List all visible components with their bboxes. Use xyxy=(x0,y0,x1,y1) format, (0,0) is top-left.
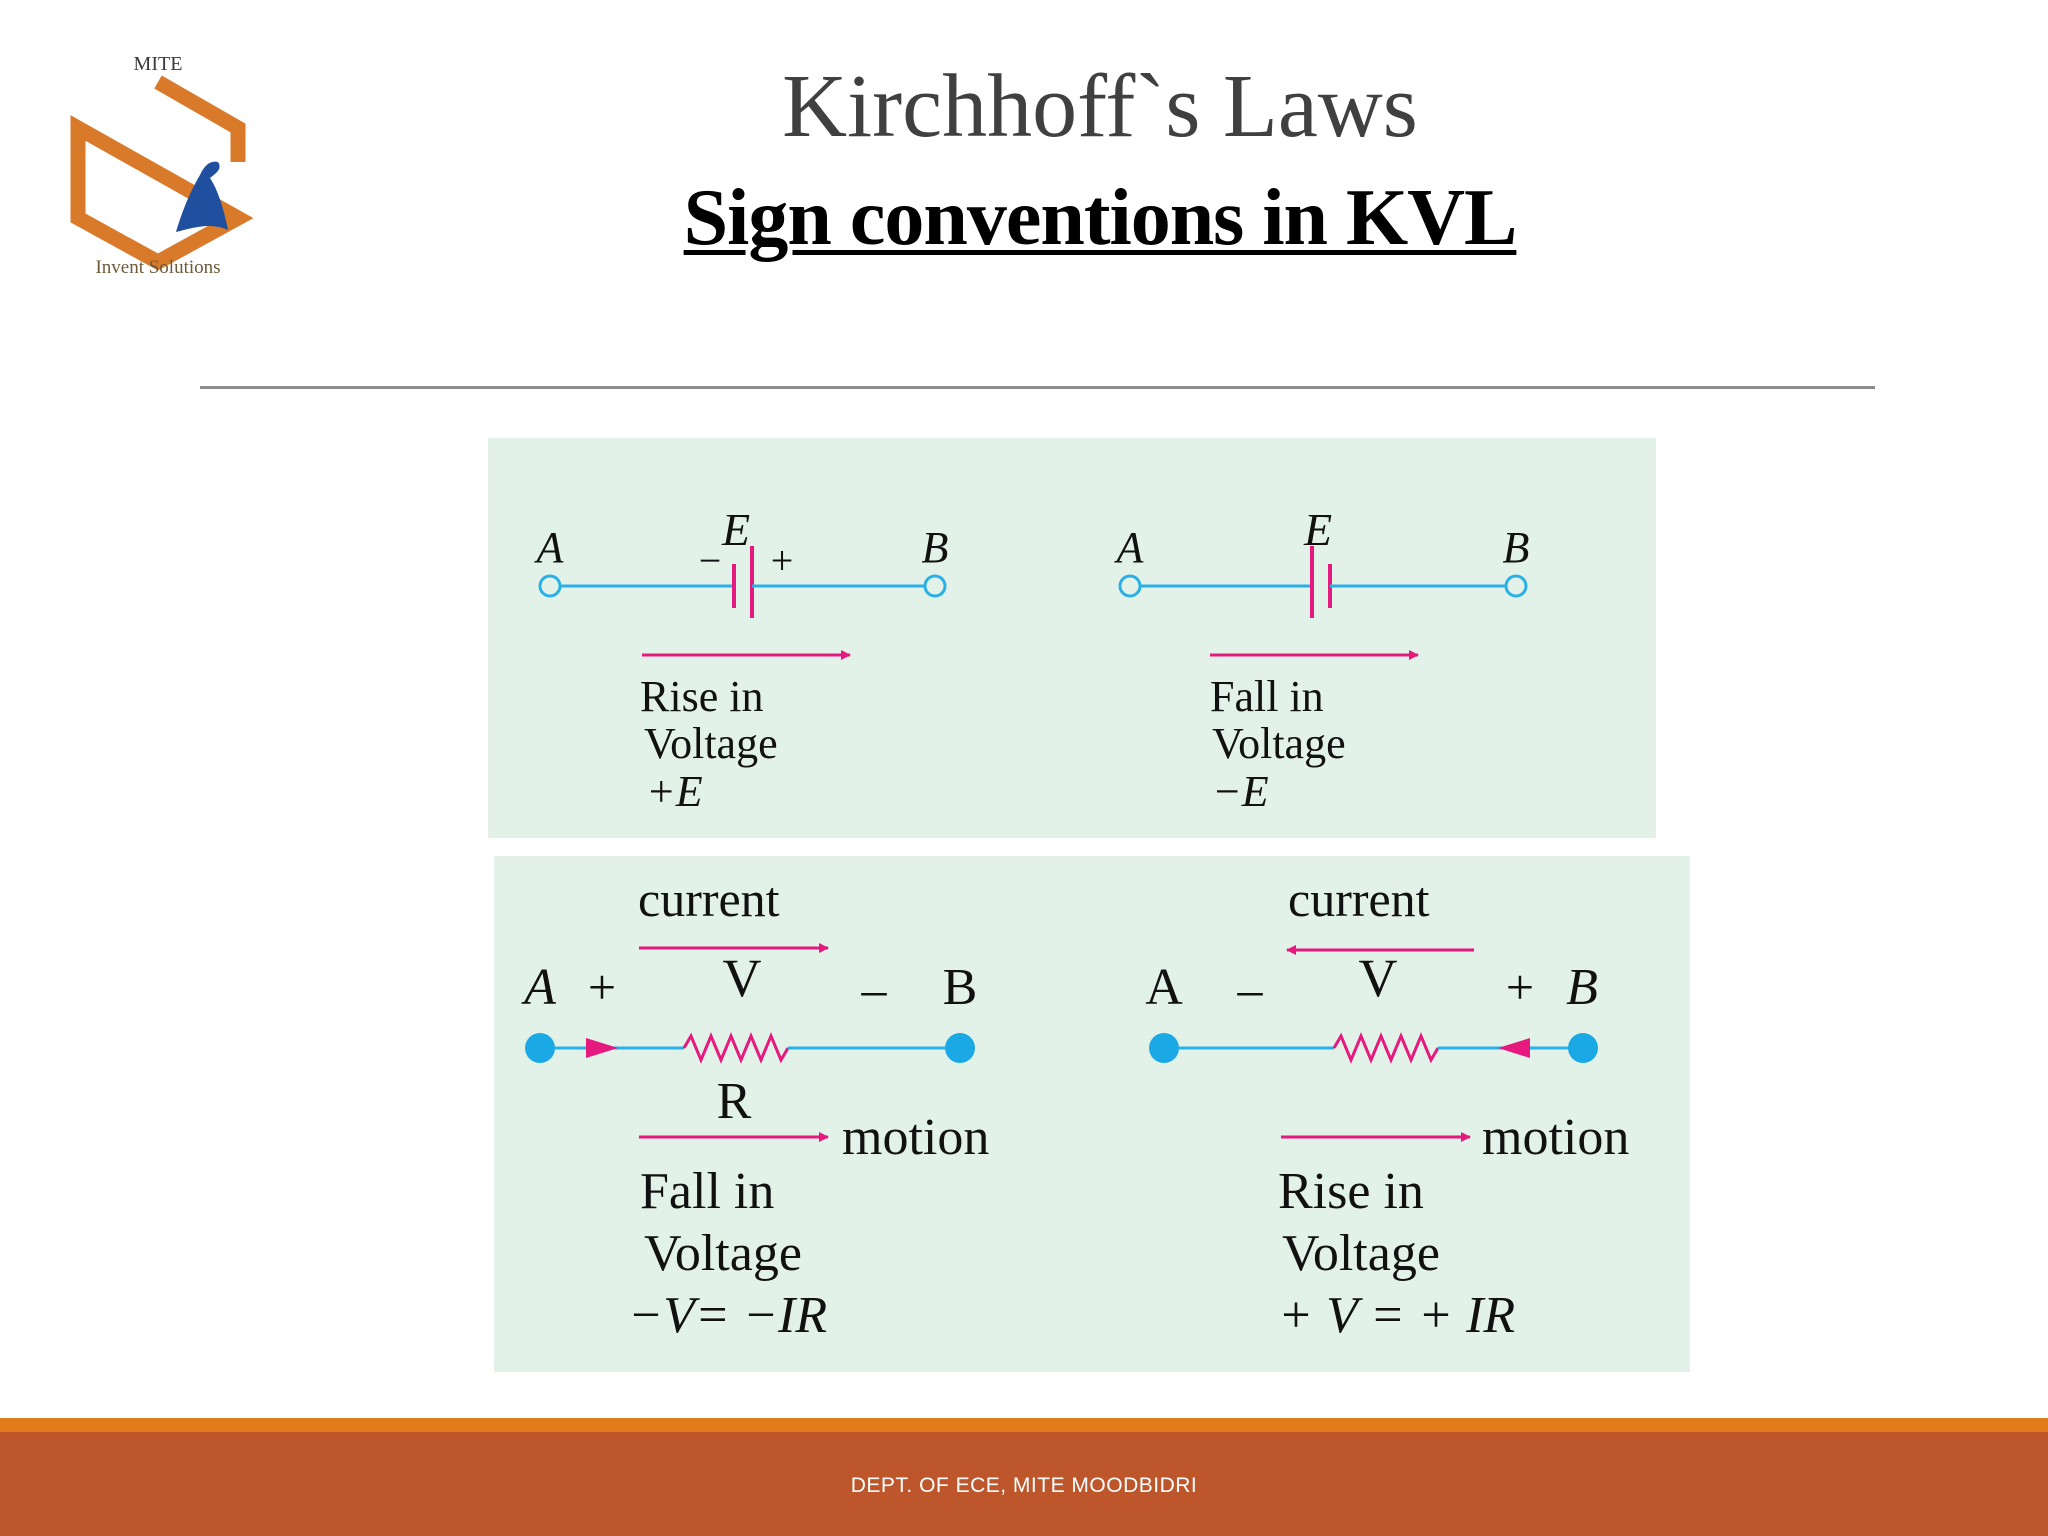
terminal-a xyxy=(540,576,560,596)
node-a-label: A xyxy=(1116,523,1144,572)
node-a-label: A xyxy=(536,523,564,572)
terminal-b xyxy=(1568,1033,1598,1063)
result-line3: +E xyxy=(646,767,703,816)
resistor-icon xyxy=(1334,1036,1438,1060)
node-b-label: B xyxy=(921,523,949,572)
resistor-rise-diagram xyxy=(1145,871,1629,1344)
motion-label: motion xyxy=(842,1109,990,1166)
minus-sign: – xyxy=(861,961,887,1017)
direction-arrow-icon xyxy=(1498,1038,1530,1058)
footer-text: DEPT. OF ECE, MITE MOODBIDRI xyxy=(850,1474,1198,1497)
resistor-icon xyxy=(684,1036,788,1060)
page-title: Kirchhoff`s Laws xyxy=(782,57,1418,156)
logo-bottom-text: Invent Solutions xyxy=(95,257,221,278)
node-a-label: A xyxy=(524,959,556,1016)
result-line2: Voltage xyxy=(644,1225,802,1282)
resistor-label: R xyxy=(716,1073,752,1130)
terminal-a xyxy=(525,1033,555,1063)
page-subtitle: Sign conventions in KVL xyxy=(683,174,1517,262)
emf-label: E xyxy=(1303,504,1333,555)
motion-label: motion xyxy=(1482,1109,1630,1166)
resistor-fall-diagram xyxy=(521,871,989,1344)
result-line2: Voltage xyxy=(1282,1225,1440,1282)
plus-sign: + xyxy=(770,538,794,583)
emf-fall-diagram xyxy=(1114,504,1530,816)
node-b-label: B xyxy=(1502,523,1530,572)
result-line1: Rise in xyxy=(1278,1163,1424,1220)
emf-label: E xyxy=(721,504,751,555)
plus-sign: + xyxy=(587,959,617,1015)
current-label: current xyxy=(1288,871,1430,927)
node-a-label: A xyxy=(1145,959,1183,1016)
footer-stripe xyxy=(0,1418,2048,1432)
terminal-b xyxy=(925,576,945,596)
node-b-label: B xyxy=(1566,959,1598,1016)
voltage-label: V xyxy=(722,948,762,1008)
minus-sign: − xyxy=(698,538,722,583)
node-b-label: B xyxy=(942,959,978,1016)
result-line1: Fall in xyxy=(640,1163,775,1220)
current-label: current xyxy=(638,871,780,927)
result-line1: Fall in xyxy=(1210,672,1324,721)
result-line3: −E xyxy=(1212,767,1269,816)
resistor-convention-panel xyxy=(494,856,1690,1372)
terminal-a xyxy=(1149,1033,1179,1063)
result-line2: Voltage xyxy=(1212,719,1346,768)
direction-arrow-icon xyxy=(586,1038,618,1058)
minus-sign: – xyxy=(1237,961,1263,1017)
result-line3: −V= −IR xyxy=(628,1287,828,1344)
emf-convention-panel xyxy=(488,438,1656,838)
terminal-a xyxy=(1120,576,1140,596)
plus-sign: + xyxy=(1505,959,1535,1015)
voltage-label: V xyxy=(1358,948,1398,1008)
title-divider xyxy=(200,386,1875,389)
result-line3: + V = + IR xyxy=(1278,1287,1516,1344)
terminal-b xyxy=(1506,576,1526,596)
logo-top-text: MITE xyxy=(133,53,183,75)
emf-rise-diagram xyxy=(534,504,949,816)
terminal-b xyxy=(945,1033,975,1063)
result-line1: Rise in xyxy=(640,672,764,721)
result-line2: Voltage xyxy=(644,719,778,768)
